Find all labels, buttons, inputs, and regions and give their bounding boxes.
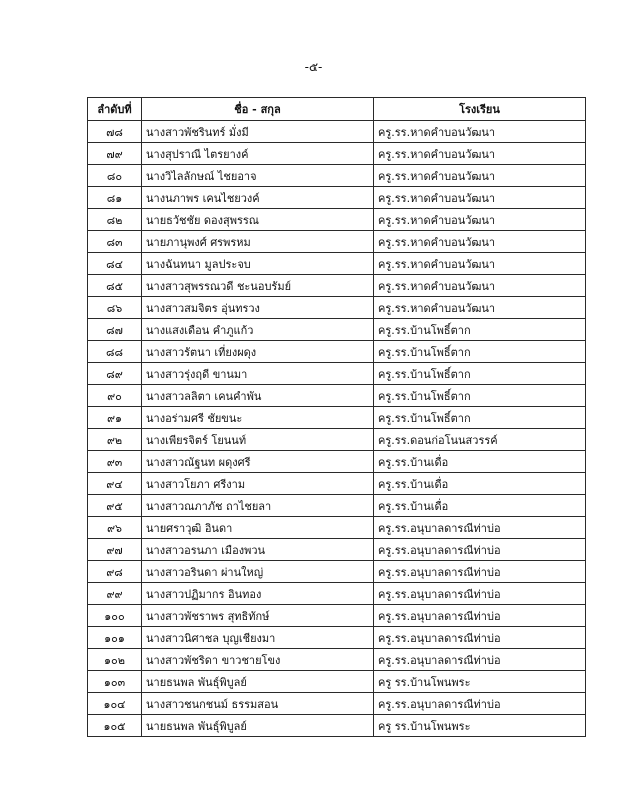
table-row: [88, 297, 586, 319]
cell-school: ครู.รร.บ้านโพธิ์ตาก: [374, 319, 586, 341]
cell-sequence: [88, 583, 142, 605]
cell-sequence: [88, 715, 142, 737]
sequence-number: ๙๓: [106, 455, 123, 469]
cell-sequence: [88, 341, 142, 363]
cell-full-name: นางสาวโยภา ศรีงาม: [142, 473, 374, 495]
cell-school: ครู.รร.บ้านเดื่อ: [374, 495, 586, 517]
cell-sequence: [88, 605, 142, 627]
table-row: [88, 209, 586, 231]
cell-full-name: นางสาวณัฐนท ผดุงศรี: [142, 451, 374, 473]
cell-school: ครู.รร.ดอนก่อโนนสวรรค์: [374, 429, 586, 451]
sequence-number: ๘๔: [106, 257, 123, 271]
sequence-number: ๙๐: [107, 389, 122, 403]
cell-sequence: [88, 187, 142, 209]
cell-school: ครู.รร.หาดคำบอนวัฒนา: [374, 187, 586, 209]
sequence-number: ๙๕: [106, 499, 123, 513]
sequence-number: ๑๐๓: [103, 675, 126, 689]
sequence-number: ๘๓: [106, 235, 123, 249]
cell-full-name: นางอร่ามศรี ชัยขนะ: [142, 407, 374, 429]
cell-school: ครู รร.บ้านโพนพระ: [374, 715, 586, 737]
cell-school: ครู.รร.บ้านโพธิ์ตาก: [374, 385, 586, 407]
cell-school: ครู.รร.อนุบาลดารณีท่าบ่อ: [374, 605, 586, 627]
sequence-number: ๙๗: [106, 543, 123, 557]
cell-sequence: [88, 297, 142, 319]
sequence-number: ๙๒: [106, 433, 123, 447]
roster-table: [87, 97, 586, 737]
table-row: [88, 451, 586, 473]
cell-sequence: [88, 473, 142, 495]
sequence-number: ๗๘: [106, 125, 123, 139]
cell-full-name: นางสาวสมจิตร อุ่นทรวง: [142, 297, 374, 319]
table-row: [88, 473, 586, 495]
cell-school: ครู.รร.หาดคำบอนวัฒนา: [374, 209, 586, 231]
cell-school: ครู.รร.หาดคำบอนวัฒนา: [374, 253, 586, 275]
sequence-number: ๘๘: [106, 345, 123, 359]
table-row: [88, 715, 586, 737]
cell-school: ครู.รร.บ้านโพธิ์ตาก: [374, 407, 586, 429]
sequence-number: ๘๑: [106, 191, 123, 205]
cell-sequence: [88, 693, 142, 715]
cell-full-name: นางสาวชนกชนม์ ธรรมสอน: [142, 693, 374, 715]
cell-sequence: [88, 671, 142, 693]
sequence-number: ๙๔: [106, 477, 123, 491]
cell-school: ครู.รร.บ้านโพธิ์ตาก: [374, 341, 586, 363]
sequence-number: ๙๑: [106, 411, 123, 425]
cell-full-name: นางฉันทนา มูลประจบ: [142, 253, 374, 275]
sequence-number: ๘๒: [106, 213, 123, 227]
cell-school: ครู.รร.หาดคำบอนวัฒนา: [374, 297, 586, 319]
cell-full-name: นายภานุพงศ์ ศรพรหม: [142, 231, 374, 253]
cell-full-name: นางสาวลลิตา เคนคำพัน: [142, 385, 374, 407]
table-body: [88, 121, 586, 737]
cell-school: ครู.รร.อนุบาลดารณีท่าบ่อ: [374, 649, 586, 671]
cell-school: ครู รร.บ้านโพนพระ: [374, 671, 586, 693]
cell-full-name: นางสาวสุพรรณวดี ชะนอบรัมย์: [142, 275, 374, 297]
cell-school: ครู.รร.อนุบาลดารณีท่าบ่อ: [374, 517, 586, 539]
sequence-number: ๘๐: [106, 169, 123, 183]
cell-sequence: [88, 385, 142, 407]
table-row: [88, 583, 586, 605]
table-row: [88, 363, 586, 385]
cell-sequence: [88, 649, 142, 671]
cell-school: ครู.รร.หาดคำบอนวัฒนา: [374, 275, 586, 297]
header-name: ชื่อ - สกุล: [142, 98, 374, 121]
cell-sequence: [88, 363, 142, 385]
cell-sequence: [88, 275, 142, 297]
cell-full-name: นายธวัชชัย ดองสุพรรณ: [142, 209, 374, 231]
cell-sequence: [88, 209, 142, 231]
cell-sequence: [88, 517, 142, 539]
sequence-number: ๙๖: [106, 521, 123, 535]
cell-full-name: นางแสงเดือน คำภูแก้ว: [142, 319, 374, 341]
cell-sequence: [88, 429, 142, 451]
cell-sequence: [88, 539, 142, 561]
cell-sequence: [88, 319, 142, 341]
cell-sequence: [88, 253, 142, 275]
sequence-number: ๑๐๐: [104, 609, 125, 623]
cell-school: ครู.รร.บ้านเดื่อ: [374, 451, 586, 473]
cell-full-name: นางสาวอรินดา ผ่านใหญ่: [142, 561, 374, 583]
cell-full-name: นางสาวปฏิมากร อินทอง: [142, 583, 374, 605]
cell-sequence: [88, 231, 142, 253]
sequence-number: ๘๗: [106, 323, 123, 337]
table-row: [88, 649, 586, 671]
cell-full-name: นางสุปราณี ไตรยางค์: [142, 143, 374, 165]
table-row: [88, 693, 586, 715]
page-number: -๕-: [304, 60, 323, 74]
cell-full-name: นายธนพล พันธุ์พิบูลย์: [142, 671, 374, 693]
sequence-number: ๑๐๒: [104, 653, 125, 667]
table-header-row: [88, 98, 586, 121]
cell-school: ครู.รร.อนุบาลดารณีท่าบ่อ: [374, 539, 586, 561]
cell-full-name: นางสาวอรนภา เมืองพวน: [142, 539, 374, 561]
cell-sequence: [88, 561, 142, 583]
table-row: [88, 429, 586, 451]
sequence-number: ๙๘: [106, 565, 123, 579]
cell-full-name: นางเพียรจิตร์ โยนนท์: [142, 429, 374, 451]
table-row: [88, 605, 586, 627]
cell-school: ครู.รร.อนุบาลดารณีท่าบ่อ: [374, 627, 586, 649]
cell-school: ครู.รร.หาดคำบอนวัฒนา: [374, 143, 586, 165]
cell-school: ครู.รร.อนุบาลดารณีท่าบ่อ: [374, 583, 586, 605]
table-row: [88, 341, 586, 363]
table-row: [88, 385, 586, 407]
table-row: [88, 671, 586, 693]
cell-sequence: [88, 143, 142, 165]
cell-full-name: นางสาวพัชราพร สุทธิทักษ์: [142, 605, 374, 627]
sequence-number: ๑๐๕: [103, 719, 126, 733]
cell-sequence: [88, 407, 142, 429]
table-row: [88, 495, 586, 517]
table-row: [88, 627, 586, 649]
cell-full-name: นางสาวณภาภัช ถาไชยลา: [142, 495, 374, 517]
sequence-number: ๙๙: [106, 587, 123, 601]
cell-school: ครู.รร.บ้านโพธิ์ตาก: [374, 363, 586, 385]
sequence-number: ๘๙: [106, 367, 123, 381]
header-sequence: ลำดับที่: [88, 98, 142, 121]
cell-school: ครู.รร.อนุบาลดารณีท่าบ่อ: [374, 561, 586, 583]
cell-full-name: นายศราวุฒิ อินดา: [142, 517, 374, 539]
cell-sequence: [88, 495, 142, 517]
cell-school: ครู.รร.บ้านเดื่อ: [374, 473, 586, 495]
cell-full-name: นางสาวพัชรินทร์ มั่งมี: [142, 121, 374, 143]
cell-full-name: นางสาวรุ่งฤดี ขานมา: [142, 363, 374, 385]
table-row: [88, 165, 586, 187]
sequence-number: ๗๙: [106, 147, 123, 161]
table-row: [88, 319, 586, 341]
cell-sequence: [88, 121, 142, 143]
table-row: [88, 275, 586, 297]
cell-sequence: [88, 627, 142, 649]
cell-school: ครู.รร.หาดคำบอนวัฒนา: [374, 231, 586, 253]
table-row: [88, 253, 586, 275]
table-row: [88, 517, 586, 539]
sequence-number: ๘๕: [106, 279, 123, 293]
table-row: [88, 231, 586, 253]
cell-full-name: นางวิไลลักษณ์ ไชยอาจ: [142, 165, 374, 187]
cell-full-name: นางสาวนิศาชล บุญเชียงมา: [142, 627, 374, 649]
table-row: [88, 187, 586, 209]
header-school: โรงเรียน: [374, 98, 586, 121]
table-row: [88, 407, 586, 429]
cell-sequence: [88, 165, 142, 187]
table-row: [88, 539, 586, 561]
sequence-number: ๑๐๑: [104, 631, 125, 645]
table-row: [88, 561, 586, 583]
table-row: [88, 143, 586, 165]
table-row: [88, 121, 586, 143]
cell-full-name: นางสาวรัตนา เที่ยงผดุง: [142, 341, 374, 363]
sequence-number: ๘๖: [106, 301, 123, 315]
cell-full-name: นายธนพล พันธุ์พิบูลย์: [142, 715, 374, 737]
cell-full-name: นางสาวพัชริดา ขาวชายโขง: [142, 649, 374, 671]
cell-school: ครู.รร.หาดคำบอนวัฒนา: [374, 165, 586, 187]
cell-school: ครู.รร.อนุบาลดารณีท่าบ่อ: [374, 693, 586, 715]
cell-sequence: [88, 451, 142, 473]
cell-full-name: นางนภาพร เคนไชยวงค์: [142, 187, 374, 209]
cell-school: ครู.รร.หาดคำบอนวัฒนา: [374, 121, 586, 143]
sequence-number: ๑๐๔: [103, 697, 126, 711]
